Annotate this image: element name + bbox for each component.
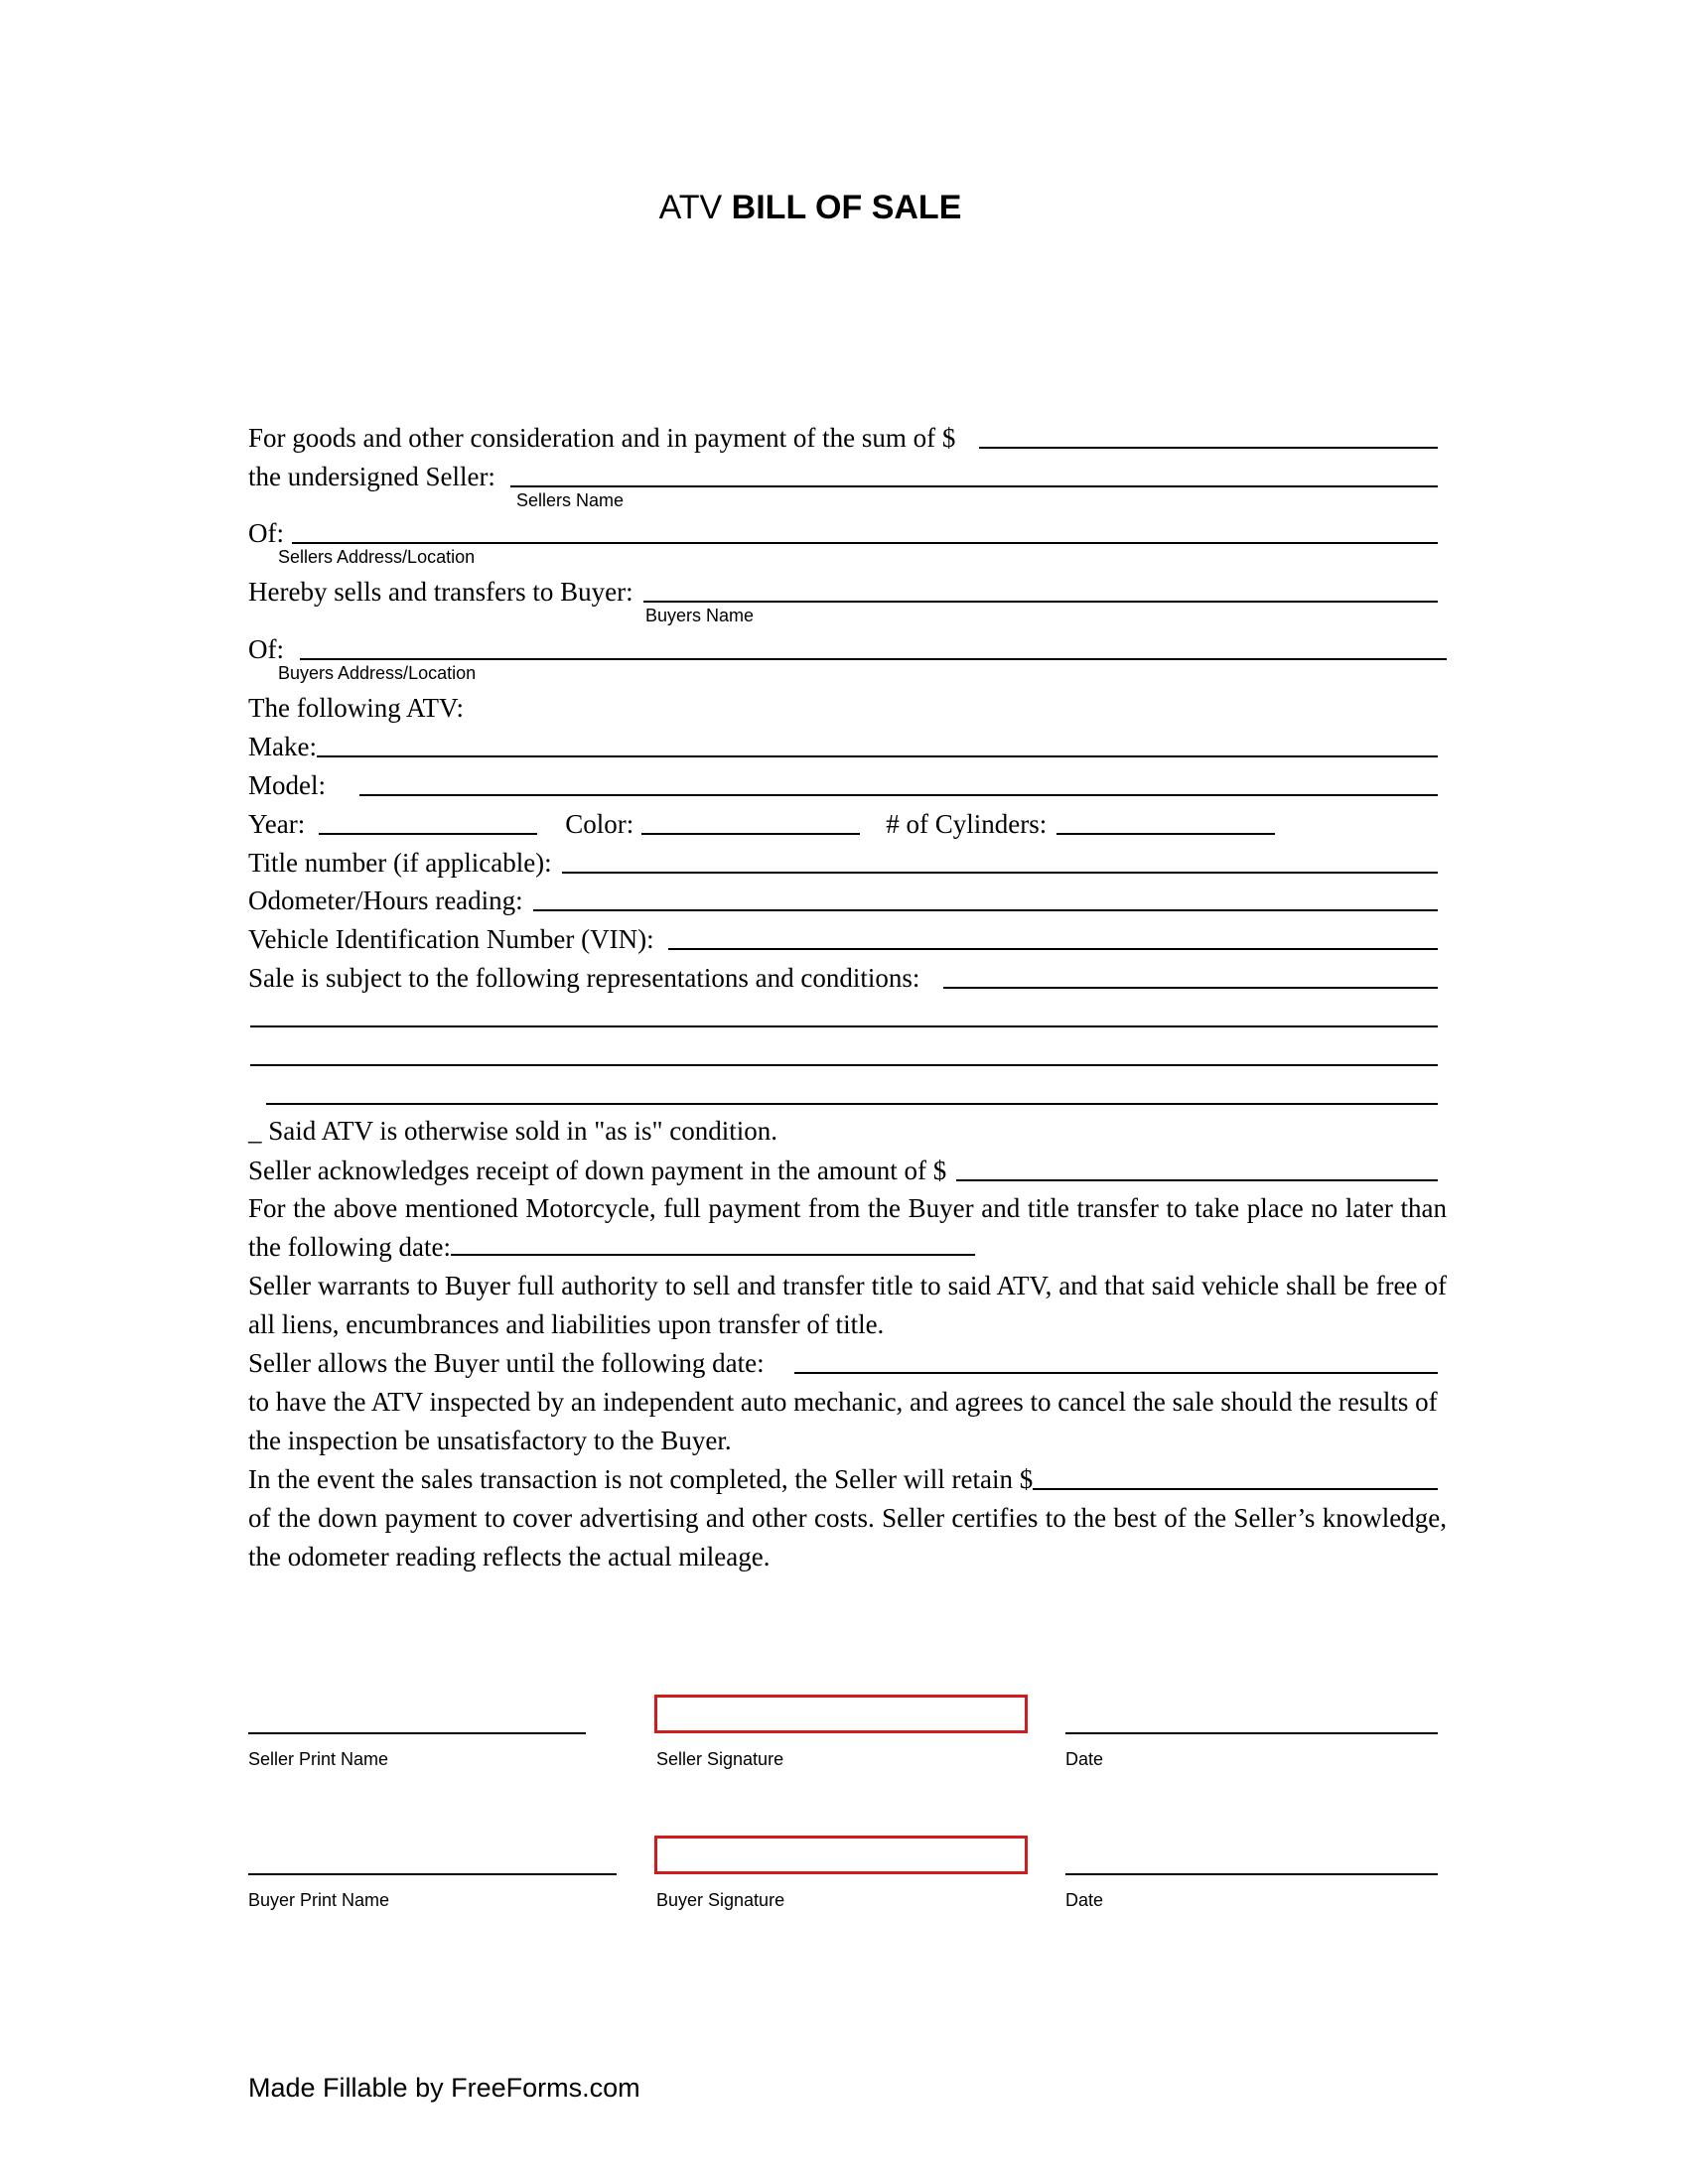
inspection-row	[248, 1344, 1438, 1378]
seller-name-field[interactable]	[510, 458, 1438, 487]
seller-address-caption: Sellers Address/Location	[278, 547, 476, 567]
retain-label: In the event the sales transaction is not completed, the Seller will retain $	[248, 1464, 1034, 1494]
page-title	[0, 189, 1620, 227]
seller-print-name-label: Seller Print Name	[248, 1749, 389, 1769]
buyer-name-caption: Buyers Name	[645, 606, 755, 625]
inspection-text: to have the ATV inspected by an independent auto mechanic, and agrees to cancel the sale should the results of the inspection be unsatisfactory to the Buyer.	[248, 1387, 1438, 1455]
sum-label: For goods and other consideration and in payment of the sum of $	[248, 423, 956, 453]
make-label: Make:	[248, 732, 317, 761]
buyer-date-label: Date	[1065, 1890, 1104, 1910]
down-payment-label: Seller acknowledges receipt of down payment in the amount of $	[248, 1156, 947, 1185]
inspection-label: Seller allows the Buyer until the following date:	[248, 1348, 765, 1378]
odometer-field[interactable]	[533, 882, 1438, 911]
buyer-name-field[interactable]	[643, 573, 1438, 603]
seller-signature-label: Seller Signature	[656, 1749, 784, 1769]
buyer-address-caption: Buyers Address/Location	[278, 663, 477, 683]
title-number-row	[248, 844, 1438, 878]
odometer-row	[248, 882, 1438, 915]
buyer-address-field[interactable]	[300, 630, 1447, 660]
seller-address-row	[248, 514, 1438, 548]
of-label: Of:	[248, 518, 284, 548]
title-number-label: Title number (if applicable):	[248, 848, 552, 878]
following-row	[248, 689, 1438, 723]
model-label: Model:	[248, 770, 326, 800]
conditions-line-1[interactable]	[250, 1024, 1438, 1027]
seller-date-label: Date	[1065, 1749, 1104, 1769]
title-bold: BILL OF SALE	[731, 189, 962, 226]
following-label: The following ATV:	[248, 693, 464, 723]
seller-name-caption: Sellers Name	[516, 490, 625, 510]
of-label-2: Of:	[248, 634, 284, 664]
conditions-label: Sale is subject to the following representations and conditions:	[248, 963, 920, 993]
seller-address-field[interactable]	[292, 514, 1438, 544]
make-row	[248, 728, 1438, 761]
buyer-signature-label: Buyer Signature	[656, 1890, 785, 1910]
vin-label: Vehicle Identification Number (VIN):	[248, 924, 654, 954]
conditions-line-3[interactable]	[266, 1101, 1438, 1105]
buyer-print-name-label: Buyer Print Name	[248, 1890, 390, 1910]
down-payment-row	[248, 1152, 1438, 1185]
footer-credit: Made Fillable by FreeForms.com	[248, 2073, 640, 2103]
seller-date-line[interactable]	[1065, 1730, 1438, 1734]
cylinders-label: # of Cylinders:	[886, 809, 1048, 839]
buyer-label: Hereby sells and transfers to Buyer:	[248, 577, 633, 607]
cylinders-field[interactable]	[1056, 805, 1275, 835]
retain-text: of the down payment to cover advertising and other costs. Seller certifies to the best of the Seller’s knowledge, the odometer reading reflects the actual mileage.	[248, 1503, 1447, 1571]
as-is-text: _ Said ATV is otherwise sold in "as is" condition.	[248, 1116, 778, 1146]
year-row	[248, 805, 1438, 839]
make-field[interactable]	[317, 728, 1438, 757]
conditions-row	[248, 959, 1438, 993]
model-field[interactable]	[359, 766, 1438, 796]
buyer-signature-box[interactable]	[654, 1836, 1028, 1874]
title-number-field[interactable]	[562, 844, 1438, 874]
warrants-text: Seller warrants to Buyer full authority to sell and transfer title to said ATV, and that said vehicle shall be free of all liens, encumbrances and liabilities upon transfer of title.	[248, 1271, 1447, 1339]
full-payment-date-field[interactable]	[451, 1230, 975, 1256]
year-label: Year:	[248, 809, 306, 839]
down-payment-field[interactable]	[956, 1152, 1438, 1181]
color-label: Color:	[565, 809, 634, 839]
color-field[interactable]	[641, 805, 860, 835]
seller-print-name-line[interactable]	[248, 1730, 586, 1734]
buyer-address-row	[248, 630, 1447, 664]
buyer-print-name-line[interactable]	[248, 1871, 617, 1875]
full-payment-text: For the above mentioned Motorcycle, full payment from the Buyer and title transfer to take place no later than the following date:	[248, 1193, 1447, 1262]
inspection-date-field[interactable]	[794, 1344, 1438, 1374]
conditions-field[interactable]	[943, 959, 1438, 989]
sum-row	[248, 419, 1438, 453]
sum-field[interactable]	[979, 419, 1438, 449]
seller-signature-box[interactable]	[654, 1695, 1028, 1733]
model-row	[248, 766, 1438, 800]
conditions-line-2[interactable]	[250, 1062, 1438, 1066]
seller-label: the undersigned Seller:	[248, 462, 495, 491]
vin-field[interactable]	[668, 920, 1438, 950]
buyer-date-line[interactable]	[1065, 1871, 1438, 1875]
vin-row	[248, 920, 1438, 954]
retain-row	[248, 1460, 1438, 1494]
buyer-row	[248, 573, 1438, 607]
seller-row	[248, 458, 1438, 491]
title-prefix: ATV	[658, 189, 723, 226]
odometer-label: Odometer/Hours reading:	[248, 886, 523, 915]
full-payment-paragraph	[248, 1189, 1447, 1267]
year-field[interactable]	[319, 805, 537, 835]
retain-field[interactable]	[1033, 1460, 1438, 1490]
